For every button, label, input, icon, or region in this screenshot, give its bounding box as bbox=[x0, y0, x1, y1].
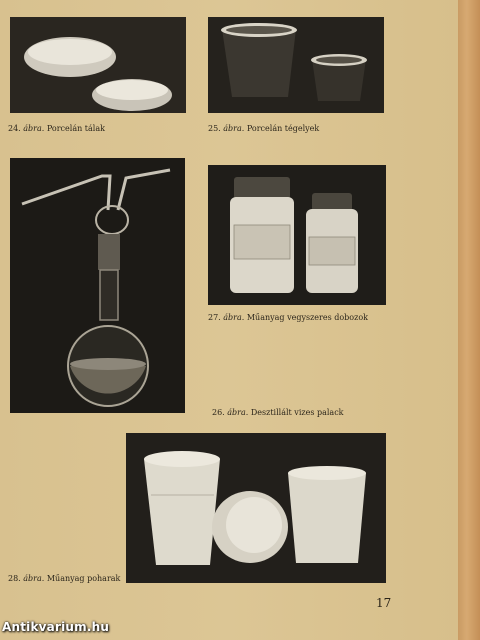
photo-porcelain-bowls bbox=[10, 17, 186, 113]
watermark: Antikvarium.hu bbox=[2, 620, 110, 634]
figure-caption-24: 24. ábra. Porcelán tálak bbox=[8, 124, 105, 133]
figure-caption-27: 27. ábra. Műanyag vegyszeres dobozok bbox=[208, 313, 368, 322]
figure-caption-28: 28. ábra. Műanyag poharak bbox=[8, 574, 121, 583]
photo-porcelain-crucibles bbox=[208, 17, 384, 113]
figure-caption-25: 25. ábra. Porcelán tégelyek bbox=[208, 124, 320, 133]
photo-plastic-cups bbox=[126, 433, 386, 583]
page-edge bbox=[458, 0, 480, 640]
photo-wash-bottle bbox=[10, 158, 185, 413]
photo-chemical-containers bbox=[208, 165, 386, 305]
figure-caption-26: 26. ábra. Desztillált vizes palack bbox=[212, 408, 344, 417]
page-number: 17 bbox=[376, 596, 392, 610]
